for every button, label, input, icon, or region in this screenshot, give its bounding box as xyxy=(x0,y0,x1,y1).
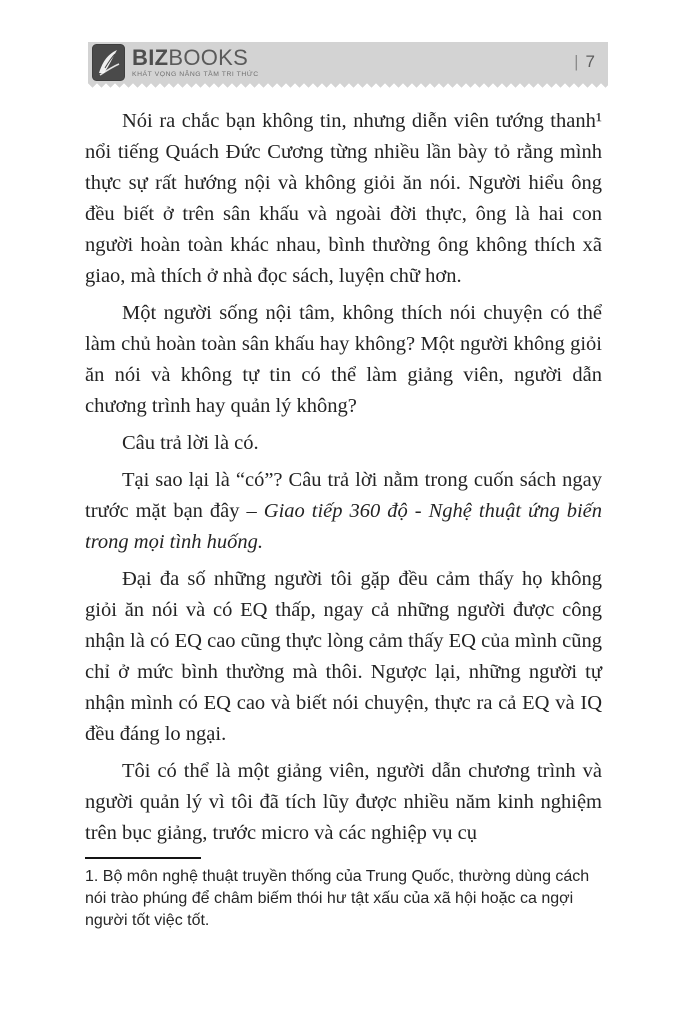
paragraph-3-text: Câu trả lời là có. xyxy=(122,432,259,454)
header-bar xyxy=(88,42,608,83)
paragraph-4 xyxy=(85,465,602,558)
paragraph-3 xyxy=(85,428,602,459)
footnote-text: 1. Bộ môn nghệ thuật truyền thống của Trung Quốc, thường dùng cách nói trào phúng để châm biếm thói hư tật xấu của xã hội hoặc ca ngợi người tốt việc tốt. xyxy=(85,868,590,929)
bizbooks-logo-icon xyxy=(92,44,125,81)
brand-name-light: BOOKS xyxy=(168,45,249,70)
paragraph-5-text: Đại đa số những người tôi gặp đều cảm thấy họ không giỏi ăn nói và có EQ thấp, ngay cả những người được công nhận là có EQ cao cũng thực lòng cảm thấy EQ của mình cũng chỉ ở mức bình thường mà thôi. Ngược lại, những người tự nhận mình có EQ cao và biết nói chuyện, thực ra cả EQ và IQ đều đáng lo ngại. xyxy=(85,568,602,745)
footnote xyxy=(85,857,602,932)
footnote-divider xyxy=(85,857,201,859)
page-number-value: 7 xyxy=(585,52,595,71)
paragraph-5 xyxy=(85,564,602,750)
header-zigzag-edge xyxy=(88,83,608,88)
brand-text xyxy=(132,47,259,78)
paragraph-6 xyxy=(85,756,602,849)
paragraph-1 xyxy=(85,106,602,292)
paragraph-1-text: Nói ra chắc bạn không tin, nhưng diễn viên tướng thanh¹ nổi tiếng Quách Đức Cương từng nhiều lần bày tỏ rằng mình thực sự rất hướng nội và không giỏi ăn nói. Người hiểu ông đều biết ở trên sân khấu và ngoài đời thực, ông là hai con người hoàn toàn khác nhau, bình thường ông không thích xã giao, mà thích ở nhà đọc sách, luyện chữ hơn. xyxy=(85,110,602,287)
paragraph-2 xyxy=(85,298,602,422)
page-content xyxy=(85,106,602,932)
page-number-divider: | xyxy=(574,52,579,71)
brand-name-bold: BIZ xyxy=(132,45,169,70)
paragraph-6-text: Tôi có thể là một giảng viên, người dẫn chương trình và người quản lý vì tôi đã tích lũy được nhiều năm kinh nghiệm trên bục giảng, trước micro và các nghiệp vụ cụ xyxy=(85,760,602,844)
paragraph-4-text: Tại sao lại là “có”? Câu trả lời nằm trong cuốn sách ngay trước mặt bạn đây – xyxy=(85,469,602,522)
brand-tagline: KHÁT VỌNG NÂNG TẦM TRI THỨC xyxy=(132,71,259,78)
book-title: Giao tiếp 360 độ - Nghệ thuật ứng biến trong mọi tình huống. xyxy=(85,500,602,553)
page-number xyxy=(574,52,595,72)
brand-name xyxy=(132,47,259,69)
paragraph-2-text: Một người sống nội tâm, không thích nói chuyện có thể làm chủ hoàn toàn sân khấu hay không? Một người không giỏi ăn nói và không tự tin có thể làm giảng viên, người dẫn chương trình hay quản lý không? xyxy=(85,302,602,417)
publisher-logo xyxy=(92,44,259,81)
